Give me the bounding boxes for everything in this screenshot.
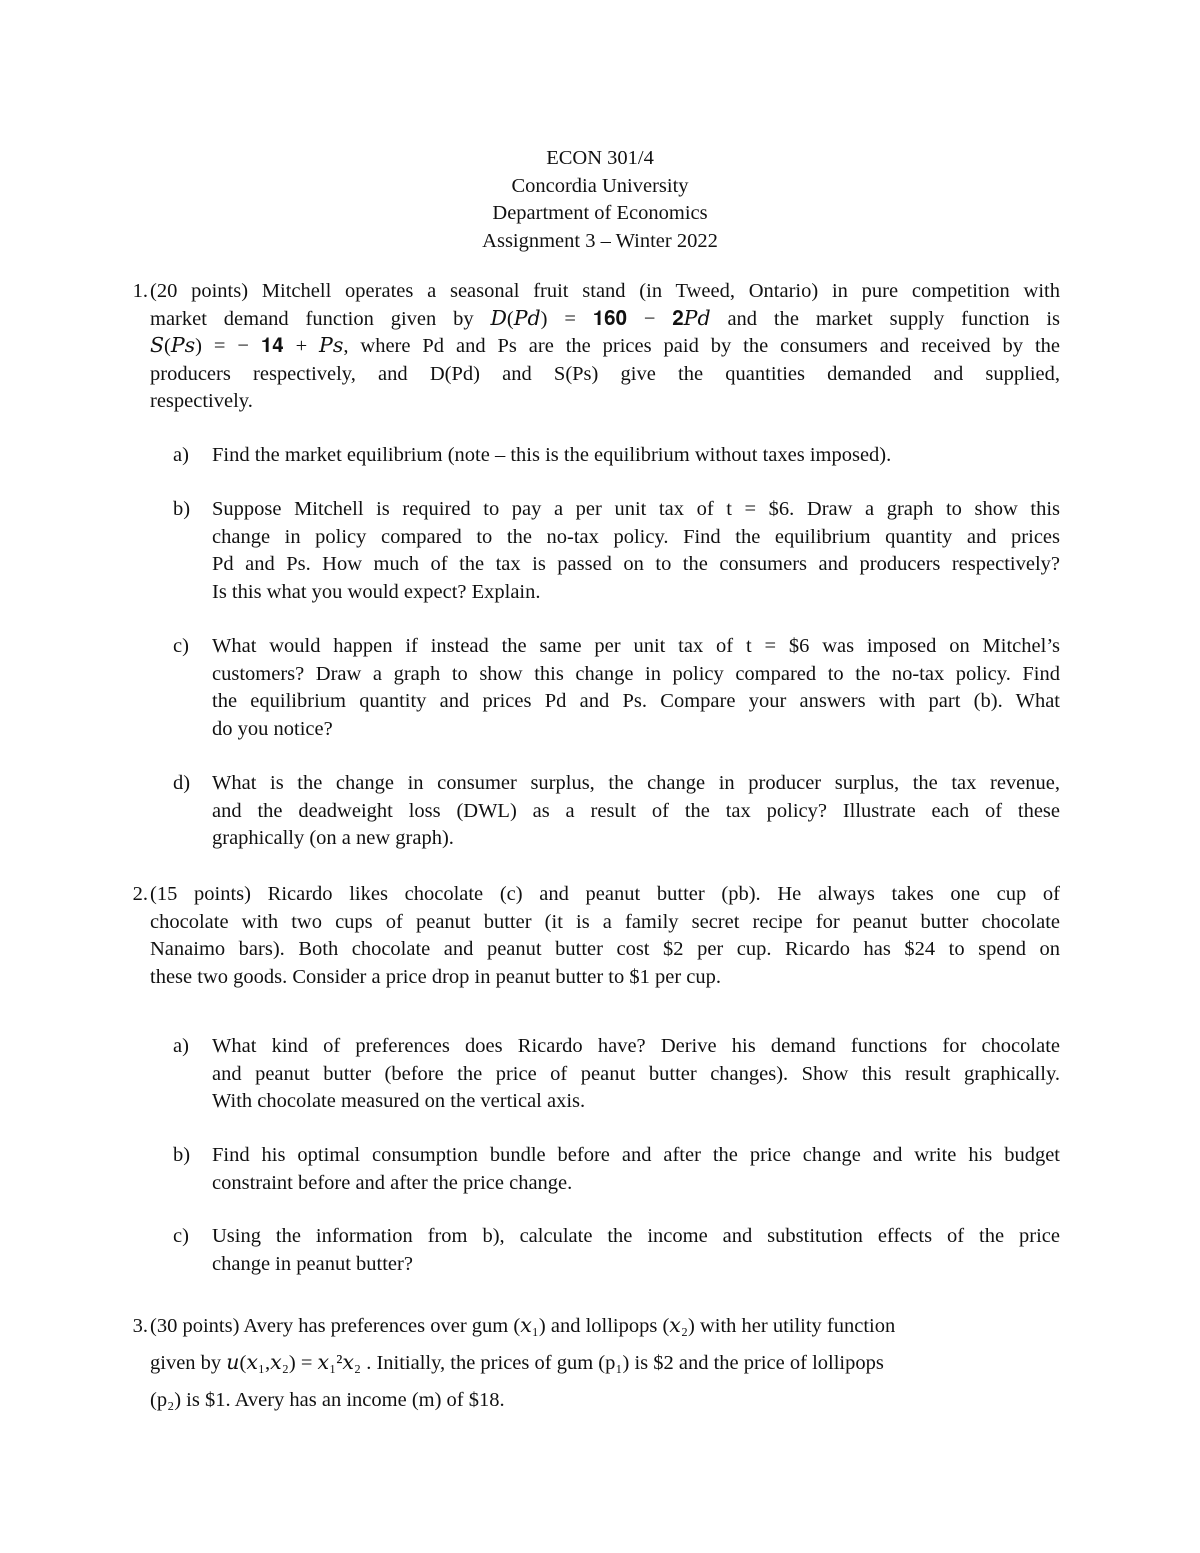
- department-name: Department of Economics: [492, 202, 708, 224]
- question-1: [120, 278, 1060, 416]
- part-line: do you notice?: [212, 717, 333, 740]
- part-line: customers? Draw a graph to show this change in policy compared to the no-tax policy. Find: [212, 662, 1060, 685]
- question-line: respectively.: [150, 390, 253, 413]
- question-3: [120, 1308, 1060, 1419]
- question-line: (p₂) is $1. Avery has an income (m) of $18.: [150, 1389, 505, 1411]
- part-label: d): [173, 772, 191, 794]
- part-line: Using the information from b), calculate the income and substitution effects of the price: [212, 1225, 1060, 1247]
- question-line: producers respectively, and D(Pd) and S(Ps) give the quantities demanded and supplied,: [150, 362, 1060, 385]
- part-text: [212, 496, 1060, 606]
- part-line: the equilibrium quantity and prices Pd and Ps. Compare your answers with part (b). What: [212, 690, 1060, 713]
- university-name: Concordia University: [511, 174, 689, 197]
- part-line: Pd and Ps. How much of the tax is passed on to the consumers and producers respectively?: [212, 553, 1060, 576]
- question-text: [150, 1308, 1060, 1419]
- part-line: Find his optimal consumption bundle before and after the price change and write his budget: [212, 1144, 1060, 1166]
- question-line: (20 points) Mitchell operates a seasonal fruit stand (in Tweed, Ontario) in pure competition with: [150, 280, 1060, 302]
- question-line: given by 𝑢(𝑥₁,𝑥₂) = 𝑥₁²𝑥₂ . Initially, the prices of gum (p₁) is $2 and the price of lollipops: [150, 1352, 884, 1374]
- question-line: market demand function given by 𝐷(𝑃𝑑) = 𝟏𝟔𝟎 − 𝟐𝑃𝑑 and the market supply function is: [150, 307, 1060, 330]
- question-2-part-a: [173, 1033, 1060, 1116]
- question-line: (30 points) Avery has preferences over gum (𝑥₁) and lollipops (𝑥₂) with her utility function: [150, 1315, 896, 1337]
- part-line: change in peanut butter?: [212, 1252, 413, 1275]
- part-line: Is this what you would expect? Explain.: [212, 580, 541, 603]
- question-number: 3.: [132, 1315, 148, 1337]
- part-label: b): [173, 1144, 191, 1166]
- document-header: [0, 145, 1200, 255]
- part-label: a): [173, 444, 189, 466]
- part-line: With chocolate measured on the vertical axis.: [212, 1090, 586, 1113]
- question-1-part-c: [173, 633, 1060, 743]
- question-line: these two goods. Consider a price drop in peanut butter to $1 per cup.: [150, 965, 722, 988]
- part-label: b): [173, 498, 191, 520]
- assignment-title: Assignment 3 – Winter 2022: [482, 229, 718, 252]
- question-2-part-b: [173, 1142, 1060, 1197]
- part-line: change in policy compared to the no-tax policy. Find the equilibrium quantity and prices: [212, 525, 1060, 548]
- part-line: What kind of preferences does Ricardo have? Derive his demand functions for chocolate: [212, 1035, 1060, 1057]
- question-1-part-d: [173, 770, 1060, 853]
- part-line: and peanut butter (before the price of peanut butter changes). Show this result graphically.: [212, 1062, 1060, 1085]
- question-text: [150, 881, 1060, 991]
- part-line: graphically (on a new graph).: [212, 827, 454, 850]
- question-line: Nanaimo bars). Both chocolate and peanut butter cost $2 per cup. Ricardo has $24 to spend on: [150, 938, 1060, 961]
- part-label: c): [173, 1225, 189, 1247]
- part-text: [212, 633, 1060, 743]
- part-text: [212, 442, 1060, 470]
- part-line: Find the market equilibrium (note – this is the equilibrium without taxes imposed).: [212, 444, 892, 466]
- part-text: [212, 1142, 1060, 1197]
- part-line: Suppose Mitchell is required to pay a per unit tax of t = $6. Draw a graph to show this: [212, 498, 1060, 520]
- question-line: (15 points) Ricardo likes chocolate (c) and peanut butter (pb). He always takes one cup of: [150, 883, 1060, 905]
- part-line: What is the change in consumer surplus, the change in producer surplus, the tax revenue,: [212, 772, 1060, 794]
- question-2-part-c: [173, 1223, 1060, 1278]
- question-2: [120, 881, 1060, 991]
- part-line: What would happen if instead the same per unit tax of t = $6 was imposed on Mitchel’s: [212, 635, 1060, 657]
- part-line: and the deadweight loss (DWL) as a result of the tax policy? Illustrate each of these: [212, 799, 1060, 822]
- question-1-part-a: [173, 442, 1060, 470]
- question-1-part-b: [173, 496, 1060, 606]
- part-text: [212, 770, 1060, 853]
- part-line: constraint before and after the price change.: [212, 1171, 573, 1194]
- question-line: 𝑆(𝑃𝑠) = − 𝟏𝟒 + 𝑃𝑠, where Pd and Ps are the prices paid by the consumers and received by the: [150, 335, 1060, 358]
- part-text: [212, 1033, 1060, 1116]
- question-line: chocolate with two cups of peanut butter (it is a family secret recipe for peanut butter chocolate: [150, 910, 1060, 933]
- question-number: 2.: [132, 883, 148, 905]
- question-number: 1.: [132, 280, 148, 302]
- course-code: ECON 301/4: [546, 147, 654, 169]
- question-text: [150, 278, 1060, 416]
- part-label: c): [173, 635, 189, 657]
- part-text: [212, 1223, 1060, 1278]
- part-label: a): [173, 1035, 189, 1057]
